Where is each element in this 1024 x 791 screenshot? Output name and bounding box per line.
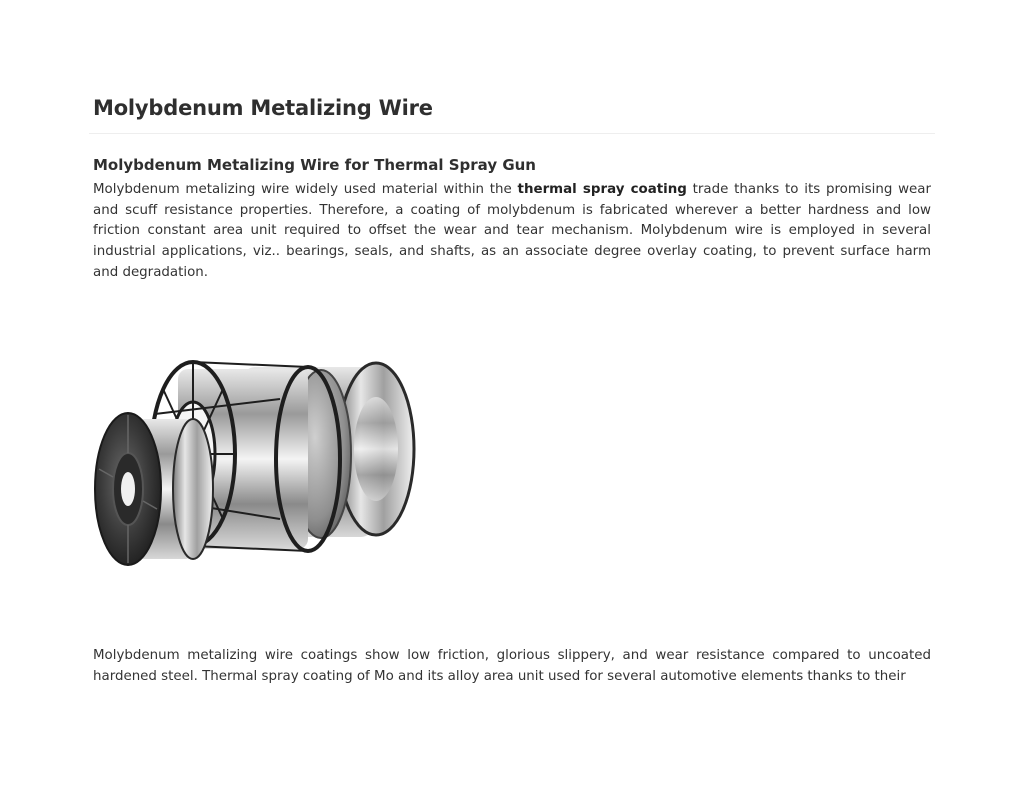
- section-heading: Molybdenum Metalizing Wire for Thermal Spray Gun: [93, 156, 536, 174]
- intro-text-start: Molybdenum metalizing wire widely used material within the: [93, 182, 518, 197]
- intro-text-end: trade thanks to its promising wear and scuff resistance properties. Therefore, a coating of molybdenum is fabricated wherever a better hardness and low friction constant area unit required to offset the wear and tear mechanism. Molybdenum wire is employed in several industrial applications, viz.. bearings, seals, and shafts, as an associate degree overlay coating, to prevent surface harm and degradation.: [93, 182, 931, 280]
- second-paragraph: Molybdenum metalizing wire coatings show low friction, glorious slippery, and wear resistance compared to uncoated hardened steel. Thermal spray coating of Mo and its alloy area unit used for several automotive elements thanks to their: [93, 648, 931, 684]
- page-title: Molybdenum Metalizing Wire: [93, 96, 433, 120]
- small-spool: [95, 413, 213, 565]
- title-divider: [89, 133, 935, 134]
- thermal-spray-coating-link[interactable]: thermal spray coating: [517, 182, 687, 197]
- intro-paragraph: [93, 180, 931, 284]
- wire-spools-image: [93, 359, 417, 569]
